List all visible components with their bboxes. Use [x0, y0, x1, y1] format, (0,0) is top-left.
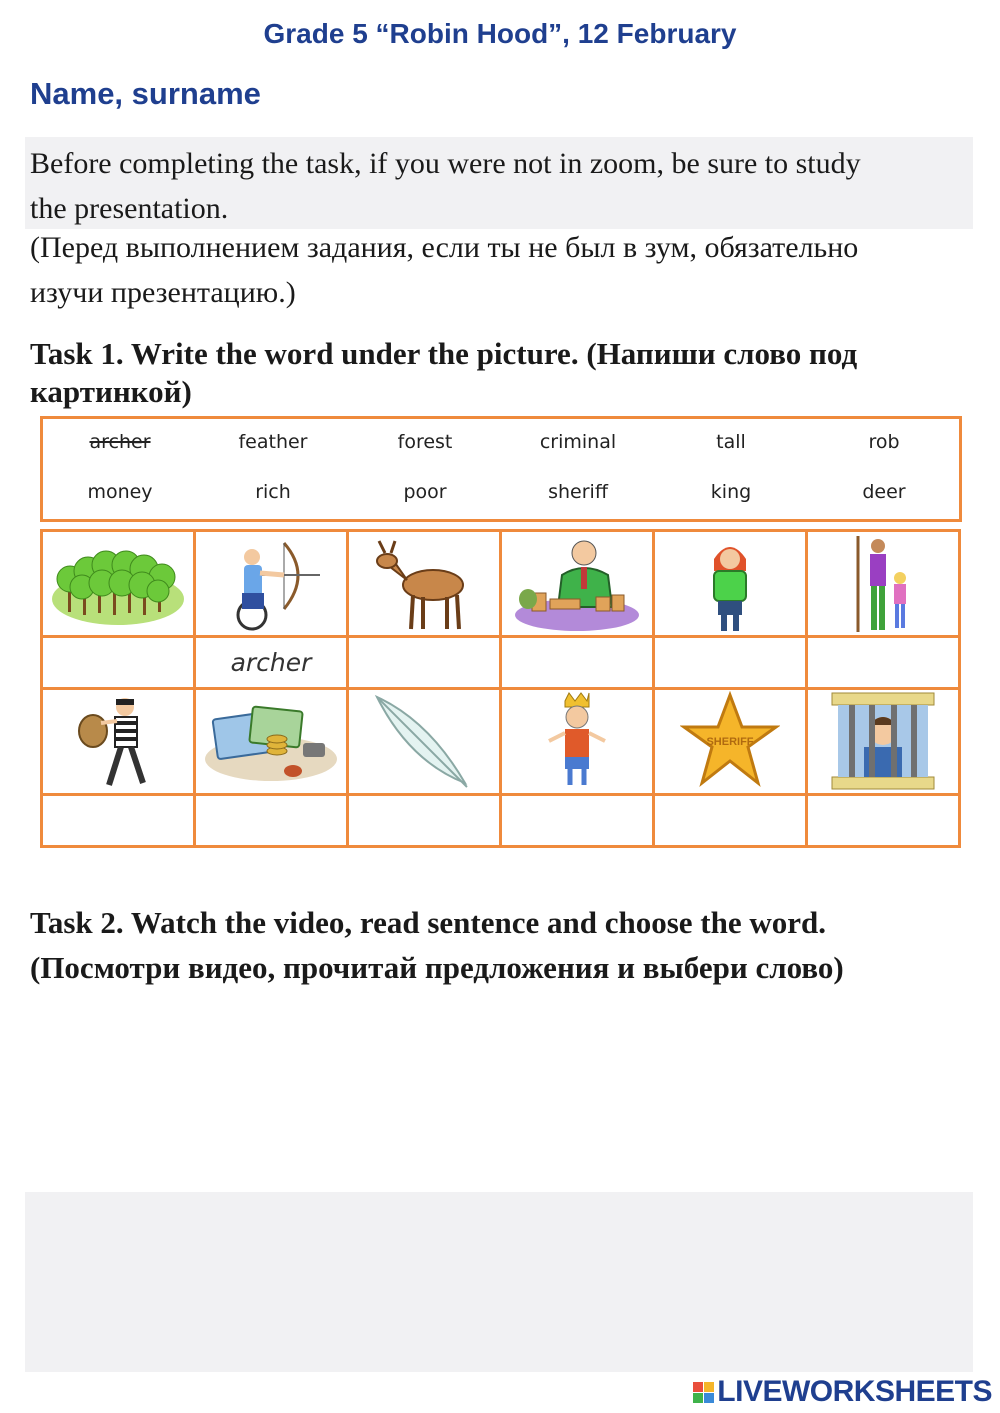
picture-cell	[807, 531, 960, 637]
word-bank-item: feather	[238, 431, 308, 453]
picture-cell	[42, 688, 195, 794]
task2-title	[30, 900, 968, 990]
picture-cell	[654, 531, 807, 637]
picture-grid	[40, 529, 961, 848]
picture-cell	[807, 688, 960, 794]
answer-cell[interactable]	[501, 637, 654, 689]
liveworksheets-logo	[693, 1372, 992, 1412]
sheriff-badge-image	[680, 691, 780, 791]
intro-line-2: the presentation.	[30, 192, 229, 225]
answer-cell[interactable]	[501, 794, 654, 846]
answer-cell[interactable]	[348, 794, 501, 846]
word-bank-item: poor	[403, 481, 447, 503]
word-bank-item: criminal	[539, 431, 617, 453]
king-image	[537, 691, 617, 791]
picture-row	[42, 531, 960, 637]
tall-image	[848, 534, 918, 634]
deer-image	[369, 535, 479, 633]
task1-title	[30, 335, 968, 411]
word-bank-item: deer	[862, 481, 906, 503]
word-bank-item: rich	[255, 481, 291, 503]
picture-cell	[348, 688, 501, 794]
logo-text-suffix: WORKSHEETS	[781, 1375, 992, 1408]
task1-title-line-1: Task 1. Write the word under the picture. (Напиши слово под	[30, 336, 858, 371]
word-bank-item: archer	[89, 431, 151, 453]
answer-cell[interactable]	[42, 794, 195, 846]
task2-title-line-1: Task 2. Watch the video, read sentence and choose the word.	[30, 905, 826, 940]
picture-cell	[195, 531, 348, 637]
feather-image	[369, 691, 479, 791]
picture-cell	[501, 688, 654, 794]
picture-cell	[42, 531, 195, 637]
word-bank-item: tall	[716, 431, 746, 453]
picture-cell	[195, 688, 348, 794]
badge-text: SHERIFF	[706, 736, 754, 749]
rich-man-image	[512, 535, 642, 633]
picture-cell	[348, 531, 501, 637]
picture-row	[42, 688, 960, 794]
page-title: Grade 5 “Robin Hood”, 12 February	[263, 18, 737, 49]
answer-row	[42, 794, 960, 846]
word-bank-item: forest	[397, 431, 453, 453]
answer-cell[interactable]	[654, 637, 807, 689]
answer-cell[interactable]	[195, 637, 348, 689]
logo-text-prefix: LIVE	[717, 1375, 782, 1408]
word-bank-item: rob	[868, 431, 900, 453]
answer-text: archer	[230, 647, 312, 677]
robber-image	[73, 691, 163, 791]
answer-cell[interactable]	[42, 637, 195, 689]
intro-line-1: Before completing the task, if you were not in zoom, be sure to study	[30, 147, 861, 180]
name-surname-label: Name, surname	[30, 76, 261, 111]
picture-cell	[654, 688, 807, 794]
picture-cell	[501, 531, 654, 637]
answer-cell[interactable]	[348, 637, 501, 689]
forest-image	[48, 539, 188, 629]
answer-cell[interactable]	[807, 637, 960, 689]
intro-line-4: изучи презентацию.)	[30, 276, 296, 309]
task2-title-line-2: (Посмотри видео, прочитай предложения и выбери слово)	[30, 950, 844, 985]
criminal-image	[828, 691, 938, 791]
answer-cell[interactable]	[807, 794, 960, 846]
word-bank-item: money	[87, 481, 153, 503]
word-bank	[40, 416, 962, 522]
task1-title-line-2: картинкой)	[30, 374, 192, 409]
word-bank-item: sheriff	[548, 481, 608, 503]
exercise-area[interactable]	[25, 1192, 973, 1372]
intro-line-3: (Перед выполнением задания, если ты не был в зум, обязательно	[30, 231, 859, 264]
answer-cell[interactable]	[195, 794, 348, 846]
word-bank-item: king	[710, 481, 752, 503]
poor-girl-image	[690, 535, 770, 633]
money-image	[201, 693, 341, 789]
archer-image	[216, 535, 326, 633]
answer-row	[42, 637, 960, 689]
answer-cell[interactable]	[654, 794, 807, 846]
logo-icon	[693, 1382, 714, 1403]
